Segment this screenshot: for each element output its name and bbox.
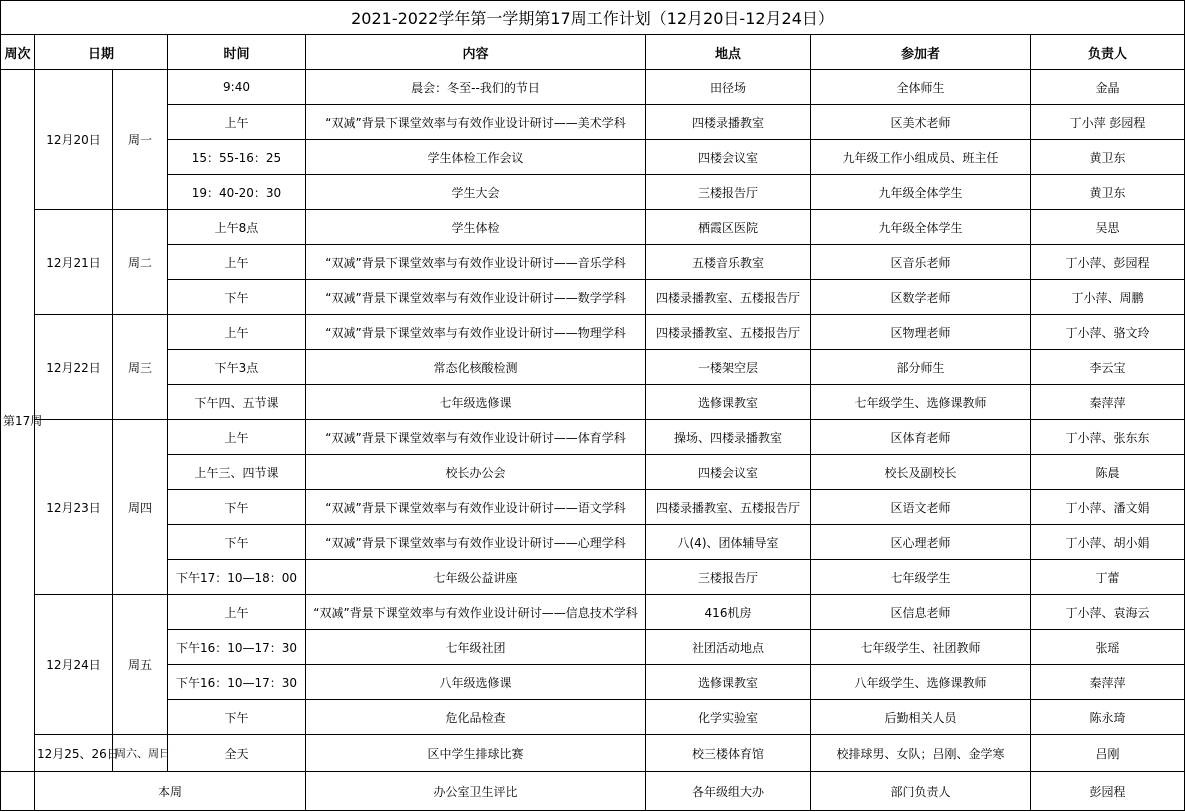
header-row [1,35,1185,70]
cell-time: 上午 [168,595,306,630]
cell-content: 学生大会 [306,175,646,210]
cell-participants: 区音乐老师 [811,245,1031,280]
cell-location: 化学实验室 [646,700,811,735]
cell-location: 四楼录播教室、五楼报告厅 [646,315,811,350]
whole-week-row [1,772,1185,811]
cell-content: “双减”背景下课堂效率与有效作业设计研讨——美术学科 [306,105,646,140]
cell-responsible: 张瑶 [1031,630,1185,665]
cell-responsible: 陈永琦 [1031,700,1185,735]
weekend-date: 12月25、26日 [35,735,113,772]
cell-responsible: 吴思 [1031,210,1185,245]
whole-week-content: 办公室卫生评比 [306,772,646,811]
schedule-row [1,700,1185,735]
cell-participants: 区体育老师 [811,420,1031,455]
weekend-participants: 校排球男、女队；吕刚、金学寒 [811,735,1031,772]
cell-location: 选修课教室 [646,385,811,420]
cell-content: 校长办公会 [306,455,646,490]
week-label: 第17周 [1,70,35,772]
cell-responsible: 黄卫东 [1031,140,1185,175]
day-date: 12月23日 [35,420,113,595]
cell-content: “双减”背景下课堂效率与有效作业设计研讨——信息技术学科 [306,595,646,630]
cell-time: 下午 [168,525,306,560]
cell-participants: 校长及副校长 [811,455,1031,490]
cell-responsible: 丁小萍、彭园程 [1031,245,1185,280]
schedule-row [1,350,1185,385]
cell-responsible: 丁小萍、张东东 [1031,420,1185,455]
header-location: 地点 [646,35,811,70]
cell-responsible: 丁小萍、胡小娟 [1031,525,1185,560]
schedule-row [1,525,1185,560]
cell-location: 四楼录播教室 [646,105,811,140]
cell-content: 常态化核酸检测 [306,350,646,385]
cell-participants: 九年级工作小组成员、班主任 [811,140,1031,175]
cell-location: 三楼报告厅 [646,175,811,210]
schedule-row [1,595,1185,630]
cell-content: 学生体检工作会议 [306,140,646,175]
cell-responsible: 丁小萍、周鹏 [1031,280,1185,315]
whole-week-participants: 部门负责人 [811,772,1031,811]
schedule-row [1,280,1185,315]
schedule-row [1,245,1185,280]
cell-time: 下午四、五节课 [168,385,306,420]
cell-time: 下午 [168,700,306,735]
weekend-location: 校三楼体育馆 [646,735,811,772]
cell-time: 下午 [168,280,306,315]
cell-location: 三楼报告厅 [646,560,811,595]
cell-participants: 区美术老师 [811,105,1031,140]
whole-week-location: 各年级组大办 [646,772,811,811]
cell-time: 下午 [168,490,306,525]
schedule-row [1,315,1185,350]
schedule-row [1,490,1185,525]
weekend-responsible: 吕刚 [1031,735,1185,772]
weekend-content: 区中学生排球比赛 [306,735,646,772]
weekend-row [1,735,1185,772]
schedule-row [1,105,1185,140]
cell-location: 416机房 [646,595,811,630]
cell-participants: 区物理老师 [811,315,1031,350]
cell-location: 社团活动地点 [646,630,811,665]
cell-content: “双减”背景下课堂效率与有效作业设计研讨——心理学科 [306,525,646,560]
cell-content: 学生体检 [306,210,646,245]
cell-responsible: 陈晨 [1031,455,1185,490]
cell-participants: 后勤相关人员 [811,700,1031,735]
weekend-weekday: 周六、周日 [113,735,168,772]
day-date: 12月24日 [35,595,113,735]
schedule-row [1,665,1185,700]
header-responsible: 负责人 [1031,35,1185,70]
cell-location: 四楼录播教室、五楼报告厅 [646,280,811,315]
cell-location: 田径场 [646,70,811,105]
cell-location: 四楼录播教室、五楼报告厅 [646,490,811,525]
whole-week-blank [1,772,35,811]
header-date: 日期 [35,35,168,70]
cell-time: 下午16：10—17：30 [168,665,306,700]
cell-content: “双减”背景下课堂效率与有效作业设计研讨——音乐学科 [306,245,646,280]
whole-week-responsible: 彭园程 [1031,772,1185,811]
whole-week-label: 本周 [35,772,306,811]
day-weekday: 周三 [113,315,168,420]
schedule-row [1,420,1185,455]
cell-time: 上午 [168,315,306,350]
cell-time: 上午 [168,420,306,455]
cell-location: 八(4)、团体辅导室 [646,525,811,560]
cell-responsible: 金晶 [1031,70,1185,105]
schedule-row [1,385,1185,420]
cell-location: 操场、四楼录播教室 [646,420,811,455]
cell-location: 五楼音乐教室 [646,245,811,280]
cell-content: 晨会：冬至--我们的节日 [306,70,646,105]
cell-time: 9:40 [168,70,306,105]
cell-participants: 部分师生 [811,350,1031,385]
header-week: 周次 [1,35,35,70]
cell-content: “双减”背景下课堂效率与有效作业设计研讨——语文学科 [306,490,646,525]
table-body [1,1,1185,811]
cell-time: 下午3点 [168,350,306,385]
cell-responsible: 黄卫东 [1031,175,1185,210]
cell-location: 一楼架空层 [646,350,811,385]
cell-time: 19：40-20：30 [168,175,306,210]
cell-responsible: 李云宝 [1031,350,1185,385]
schedule-row [1,140,1185,175]
title-row [1,1,1185,35]
cell-responsible: 秦萍萍 [1031,385,1185,420]
cell-participants: 九年级全体学生 [811,210,1031,245]
cell-time: 上午 [168,245,306,280]
cell-responsible: 丁蕾 [1031,560,1185,595]
day-weekday: 周四 [113,420,168,595]
day-date: 12月21日 [35,210,113,315]
cell-location: 四楼会议室 [646,140,811,175]
schedule-row [1,455,1185,490]
cell-participants: 全体师生 [811,70,1031,105]
schedule-row [1,210,1185,245]
cell-time: 15：55-16：25 [168,140,306,175]
cell-time: 上午8点 [168,210,306,245]
header-participants: 参加者 [811,35,1031,70]
cell-participants: 区信息老师 [811,595,1031,630]
cell-responsible: 丁小萍、潘文娟 [1031,490,1185,525]
cell-content: “双减”背景下课堂效率与有效作业设计研讨——数学学科 [306,280,646,315]
cell-participants: 八年级学生、选修课教师 [811,665,1031,700]
cell-content: “双减”背景下课堂效率与有效作业设计研讨——体育学科 [306,420,646,455]
day-weekday: 周二 [113,210,168,315]
cell-content: 七年级选修课 [306,385,646,420]
header-time: 时间 [168,35,306,70]
schedule-row [1,175,1185,210]
cell-content: 八年级选修课 [306,665,646,700]
day-date: 12月20日 [35,70,113,210]
cell-responsible: 丁小萍 彭园程 [1031,105,1185,140]
cell-responsible: 秦萍萍 [1031,665,1185,700]
cell-participants: 七年级学生 [811,560,1031,595]
cell-responsible: 丁小萍、袁海云 [1031,595,1185,630]
cell-content: 七年级公益讲座 [306,560,646,595]
cell-content: 危化品检查 [306,700,646,735]
cell-content: “双减”背景下课堂效率与有效作业设计研讨——物理学科 [306,315,646,350]
schedule-row [1,560,1185,595]
cell-time: 下午17：10—18：00 [168,560,306,595]
cell-location: 四楼会议室 [646,455,811,490]
schedule-row [1,630,1185,665]
cell-participants: 区语文老师 [811,490,1031,525]
cell-participants: 九年级全体学生 [811,175,1031,210]
cell-participants: 区心理老师 [811,525,1031,560]
day-weekday: 周五 [113,595,168,735]
cell-participants: 七年级学生、选修课教师 [811,385,1031,420]
header-content: 内容 [306,35,646,70]
cell-content: 七年级社团 [306,630,646,665]
cell-responsible: 丁小萍、骆文玲 [1031,315,1185,350]
cell-location: 选修课教室 [646,665,811,700]
cell-time: 下午16：10—17：30 [168,630,306,665]
day-weekday: 周一 [113,70,168,210]
cell-time: 上午三、四节课 [168,455,306,490]
cell-location: 栖霞区医院 [646,210,811,245]
page-title: 2021-2022学年第一学期第17周工作计划（12月20日-12月24日） [1,1,1185,35]
schedule-row [1,70,1185,105]
cell-participants: 区数学老师 [811,280,1031,315]
cell-time: 上午 [168,105,306,140]
cell-participants: 七年级学生、社团教师 [811,630,1031,665]
weekend-time: 全天 [168,735,306,772]
day-date: 12月22日 [35,315,113,420]
